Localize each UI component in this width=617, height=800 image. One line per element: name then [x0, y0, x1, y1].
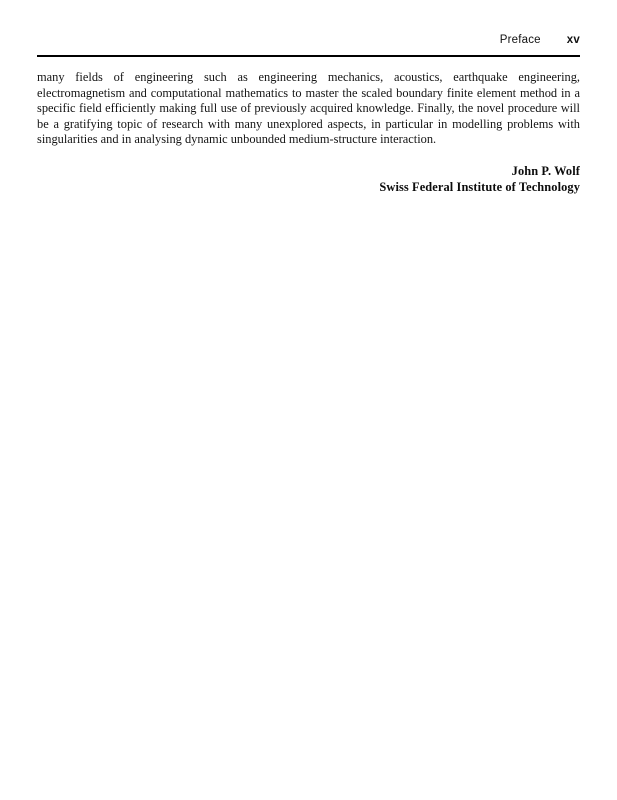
running-head-title: Preface [499, 34, 541, 46]
body-text-block [37, 70, 580, 148]
page-number: xv [566, 34, 580, 46]
body-paragraph: many fields of engineering such as engineering mechanics, acoustics, earthquake engineering, electromagnetism and computational mathematics to master the scaled boundary finite element method in a specific field efficiently making full use of previously acquired knowledge. Finally, the novel procedure will be a gratifying topic of research with many unexplored aspects, in particular in modelling problems with singularities and in analysing dynamic unbounded medium-structure interaction. [37, 70, 580, 147]
header-rule [37, 55, 580, 57]
signature-author-name: John P. Wolf [511, 164, 580, 178]
signature-affiliation: Swiss Federal Institute of Technology [379, 179, 580, 194]
signature-block [37, 164, 580, 195]
running-head [37, 34, 580, 46]
